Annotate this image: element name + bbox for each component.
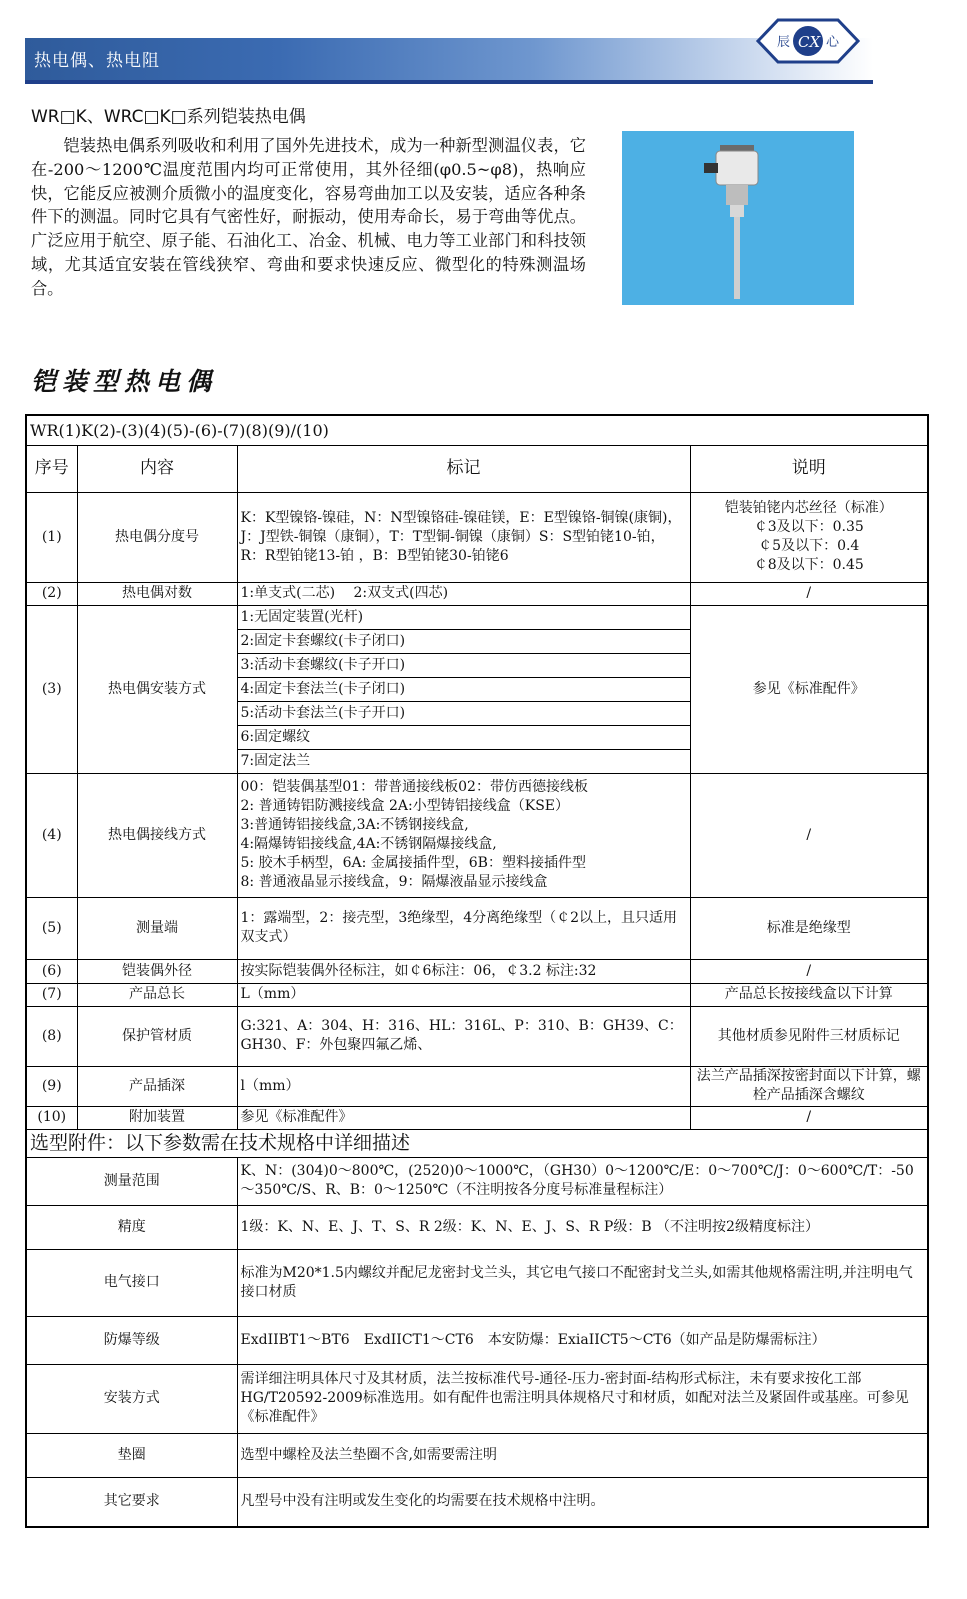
option-name: 其它要求 [26,1477,237,1527]
mark-line: 5:活动卡套法兰(卡子开口) [238,702,690,726]
header-no: 序号 [26,445,77,492]
row-no: (9) [26,1066,77,1106]
row-note: 产品总长按接线盒以下计算 [690,983,928,1006]
row-note [690,492,928,582]
option-name: 精度 [26,1205,237,1249]
option-row [26,1477,928,1527]
option-row [26,1157,928,1205]
option-name: 防爆等级 [26,1316,237,1364]
option-value: K、N：(304)0～800℃，(2520)0～1000℃，（GH30）0～1200℃/E：0～700℃/J：0～600℃/T：-50～350℃/S、R、B：0～1250℃（不注明按各分度号标准量程标注） [237,1157,928,1205]
logo-char-mid: CX [798,33,821,51]
table-row [26,1106,928,1129]
row-note: 法兰产品插深按密封面以下计算，螺栓产品插深含螺纹 [690,1066,928,1106]
row-no: (5) [26,897,77,959]
row-no: (6) [26,959,77,983]
table-row [26,492,928,582]
table-row [26,1006,928,1066]
option-value: 选型中螺栓及法兰垫圈不含,如需要需注明 [237,1433,928,1477]
intro-paragraph: 铠装热电偶系列吸收和利用了国外先进技术，成为一种新型测温仪表，它在-200～1200℃温度范围内均可正常使用，其外径细(φ0.5~φ8)，热响应快，它能反应被测介质微小的温度变化，容易弯曲加工以及安装，适应各种条件下的测温。同时它具有气密性好，耐振动，使用寿命长，易于弯曲等优点。广泛应用于航空、原子能、石油化工、冶金、机械、电力等工业部门和科技领域，尤其适宜安装在管线狭窄、弯曲和要求快速反应、微型化的特殊测温场合。 [31,136,586,298]
row-mark: K：K型镍铬-镍硅，N：N型镍铬硅-镍硅镁，E：E型镍铬-铜镍(康铜)，J：J型铁-铜镍（康铜），T：T型铜-铜镍（康铜）S：S型铂铑10-铂，R：R型铂铑13-铂 ，B：B型铂铑30-铂铑6 [237,492,690,582]
option-name: 安装方式 [26,1364,237,1433]
row-note: / [690,582,928,605]
note-line: ￠5及以下：0.4 [758,538,860,554]
mark-line: 2:固定卡套螺纹(卡子闭口) [238,630,690,654]
row-mark: L（mm） [237,983,690,1006]
header-item: 内容 [77,445,237,492]
option-value: 需详细注明具体尺寸及其材质，法兰按标准代号-通径-压力-密封面-结构形式标注，未有要求按化工部HG/T20592-2009标准选用。如有配件也需注明具体规格尺寸和材质，如配对法兰及紧固件或基座。可参见《标准配件》 [237,1364,928,1433]
row-no: (10) [26,1106,77,1129]
note-line: ￠8及以下：0.45 [753,557,864,573]
row-item: 铠装偶外径 [77,959,237,983]
table-row [26,959,928,983]
table-row [26,983,928,1006]
table-row [26,773,928,897]
header-note: 说明 [690,445,928,492]
table-row [26,605,928,773]
row-note: / [690,1106,928,1129]
option-row [26,1316,928,1364]
option-name: 测量范围 [26,1157,237,1205]
mark-line: 4:固定卡套法兰(卡子闭口) [238,678,690,702]
mark-line: 5: 胶木手柄型，6A: 金属接插件型，6B：塑料接插件型 [240,855,586,871]
mark-line: 1:无固定装置(光杆) [238,606,690,630]
section-title: 铠装型热电偶 [31,367,218,396]
row-no: (7) [26,983,77,1006]
table-row [26,582,928,605]
option-name: 电气接口 [26,1249,237,1316]
row-note: 参见《标准配件》 [690,605,928,773]
table-row [26,897,928,959]
banner-underline [25,80,873,84]
option-value: ExdIIBT1～BT6 ExdIICT1～CT6 本安防爆：ExiaIICT5～CT6（如产品是防爆需标注） [237,1316,928,1364]
row-item: 附加装置 [77,1106,237,1129]
selection-table [25,414,929,1528]
row-mark: 1：露端型，2：接壳型，3绝缘型，4分离绝缘型（￠2以上，且只适用双支式） [237,897,690,959]
row-item: 产品总长 [77,983,237,1006]
row-mark: 1:单支式(二芯) 2:双支式(四芯) [237,582,690,605]
option-name: 垫圈 [26,1433,237,1477]
row-item: 热电偶接线方式 [77,773,237,897]
mark-line: 4:隔爆铸铝接线盒,4A:不锈钢隔爆接线盒, [240,836,497,852]
row-item: 热电偶对数 [77,582,237,605]
row-note: / [690,773,928,897]
option-row [26,1433,928,1477]
row-no: (1) [26,492,77,582]
row-note: 其他材质参见附件三材质标记 [690,1006,928,1066]
mark-line: 2: 普通铸铝防溅接线盒 2A:小型铸铝接线盒（KSE） [240,798,570,814]
options-title: 选型附件：以下参数需在技术规格中详细描述 [26,1129,928,1157]
option-row [26,1249,928,1316]
option-value: 1级：K、N、E、J、T、S、R 2级：K、N、E、J、S、R P级：B （不注明按2级精度标注） [237,1205,928,1249]
row-item: 测量端 [77,897,237,959]
note-line: 铠装铂铑内芯丝径（标准） [724,500,893,516]
row-item: 产品插深 [77,1066,237,1106]
row-mark [237,605,690,773]
row-mark [237,773,690,897]
option-row [26,1205,928,1249]
row-note: 标准是绝缘型 [690,897,928,959]
table-row [26,1066,928,1106]
row-mark: G:321、A：304、H：316、HL：316L、P：310、B：GH39、C：GH30、F：外包聚四氟乙烯、 [237,1006,690,1066]
note-line: ￠3及以下：0.35 [753,519,864,535]
company-logo [756,16,860,66]
option-value: 标准为M20*1.5内螺纹并配尼龙密封戈兰头，其它电气接口不配密封戈兰头,如需其他规格需注明,并注明电气接口材质 [237,1249,928,1316]
row-no: (3) [26,605,77,773]
header-mark: 标记 [237,445,690,492]
model-code: WR(1)K(2)-(3)(4)(5)-(6)-(7)(8)(9)/(10) [26,415,928,445]
row-no: (8) [26,1006,77,1066]
logo-char-left: 辰 [777,35,791,50]
banner-title: 热电偶、热电阻 [34,51,160,71]
mark-line: 00：铠装偶基型01：带普通接线板02：带仿西德接线板 [240,779,588,795]
option-value: 凡型号中没有注明或发生变化的均需要在技术规格中注明。 [237,1477,928,1527]
mark-line: 7:固定法兰 [240,752,311,769]
row-note: / [690,959,928,983]
series-title: WR□K、WRC□K□系列铠装热电偶 [31,107,306,127]
table-header [26,445,928,492]
product-photo [622,131,854,305]
row-mark: l（mm） [237,1066,690,1106]
mark-line: 6:固定螺纹 [238,726,690,750]
mark-line: 8: 普通液晶显示接线盒，9：隔爆液晶显示接线盒 [240,874,548,890]
mark-line: 3:活动卡套螺纹(卡子开口) [238,654,690,678]
row-no: (2) [26,582,77,605]
row-item: 热电偶安装方式 [77,605,237,773]
row-no: (4) [26,773,77,897]
logo-char-right: 心 [826,35,840,50]
model-code-row [26,415,928,445]
option-row [26,1364,928,1433]
mark-line: 3:普通铸铝接线盒,3A:不锈钢接线盒, [240,817,469,833]
row-item: 保护管材质 [77,1006,237,1066]
options-title-row [26,1129,928,1157]
row-mark: 参见《标准配件》 [237,1106,690,1129]
row-mark: 按实际铠装偶外径标注，如￠6标注：06，￠3.2 标注:32 [237,959,690,983]
row-item: 热电偶分度号 [77,492,237,582]
